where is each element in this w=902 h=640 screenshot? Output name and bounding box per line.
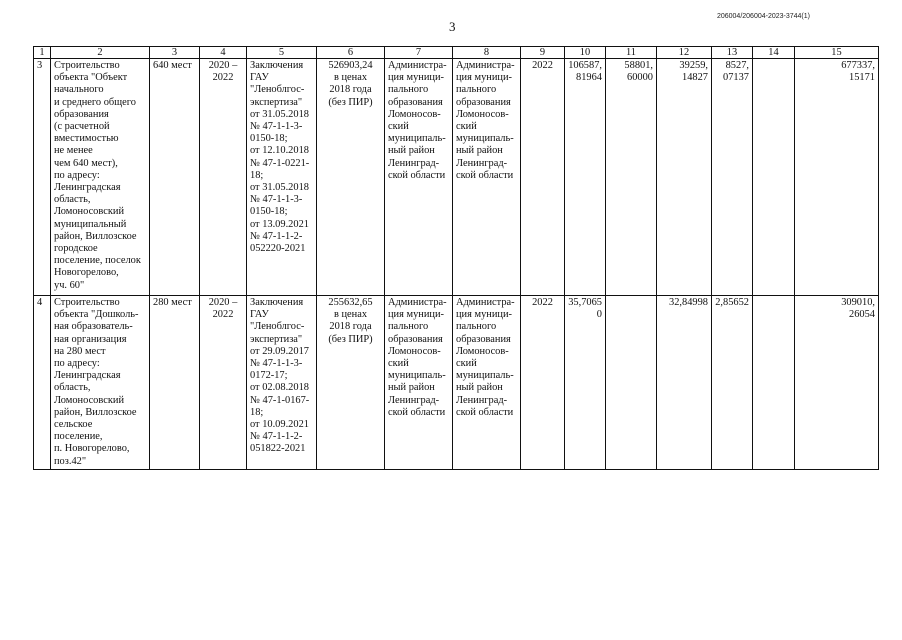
col-header: 6	[317, 47, 385, 59]
capacity: 280 мест	[150, 296, 200, 470]
developer: Администра- ция муници- пального образования Ломоносов- ский муниципаль- ный район Ленинград- ской области	[453, 59, 521, 296]
table-row	[34, 296, 879, 470]
value-col-14	[753, 296, 795, 470]
cost: 255632,65 в ценах 2018 года (без ПИР)	[317, 296, 385, 470]
col-header: 4	[200, 47, 247, 59]
year: 2022	[521, 296, 565, 470]
customer: Администра- ция муници- пального образования Ломоносов- ский муниципаль- ный район Ленинград- ской области	[385, 59, 453, 296]
col-header: 2	[51, 47, 150, 59]
col-header: 5	[247, 47, 317, 59]
customer: Администра- ция муници- пального образования Ломоносов- ский муниципаль- ный район Ленинград- ской области	[385, 296, 453, 470]
col-header: 13	[712, 47, 753, 59]
col-header: 12	[657, 47, 712, 59]
value-col-11: 58801, 60000	[606, 59, 657, 296]
value-col-15: 677337, 15171	[795, 59, 879, 296]
year: 2022	[521, 59, 565, 296]
value-col-13: 8527, 07137	[712, 59, 753, 296]
row-number: 3	[34, 59, 51, 296]
period: 2020 – 2022	[200, 59, 247, 296]
col-header: 8	[453, 47, 521, 59]
page-number: 3	[449, 19, 456, 34]
row-number: 4	[34, 296, 51, 470]
value-col-10: 35,70650	[565, 296, 606, 470]
col-header: 14	[753, 47, 795, 59]
col-header: 1	[34, 47, 51, 59]
document-id: 206004/206004-2023-3744(1)	[716, 13, 810, 20]
object-name: Строительство объекта "Дошколь- ная образователь- ная организация на 280 мест по адресу: Ленинградская область, Ломоносовский район, Виллозское сельское поселение, п. Новогорелово, поз.42"	[51, 296, 150, 470]
col-header: 3	[150, 47, 200, 59]
value-col-13: 2,85652	[712, 296, 753, 470]
value-col-12: 32,84998	[657, 296, 712, 470]
col-header: 15	[795, 47, 879, 59]
expertise: Заключения ГАУ "Леноблгос- экспертиза" от 31.05.2018 № 47-1-1-3- 0150-18; от 12.10.2018 № 47-1-0221- 18; от 31.05.2018 № 47-1-1-3- 0150-18; от 13.09.2021 № 47-1-1-2- 052220-2021	[247, 59, 317, 296]
col-header: 9	[521, 47, 565, 59]
header-row	[34, 47, 879, 59]
col-header: 11	[606, 47, 657, 59]
value-col-11	[606, 296, 657, 470]
objects-table	[33, 46, 879, 470]
capacity: 640 мест	[150, 59, 200, 296]
col-header: 10	[565, 47, 606, 59]
col-header: 7	[385, 47, 453, 59]
developer: Администра- ция муници- пального образования Ломоносов- ский муниципаль- ный район Ленинград- ской области	[453, 296, 521, 470]
table-row	[34, 59, 879, 296]
expertise: Заключения ГАУ "Леноблгос- экспертиза" от 29.09.2017 № 47-1-1-3- 0172-17; от 02.08.2018 № 47-1-0167- 18; от 10.09.2021 № 47-1-1-2- 051822-2021	[247, 296, 317, 470]
value-col-15: 309010, 26054	[795, 296, 879, 470]
cost: 526903,24 в ценах 2018 года (без ПИР)	[317, 59, 385, 296]
value-col-10: 106587, 81964	[565, 59, 606, 296]
object-name: Строительство объекта "Объект начального и среднего общего образования (с расчетной вместимостью не менее чем 640 мест), по адресу: Ленинградская область, Ломоносовский муниципальный район, Виллозское городское поселение, поселок Новогорелово, уч. 60"	[51, 59, 150, 296]
period: 2020 – 2022	[200, 296, 247, 470]
value-col-14	[753, 59, 795, 296]
value-col-12: 39259, 14827	[657, 59, 712, 296]
